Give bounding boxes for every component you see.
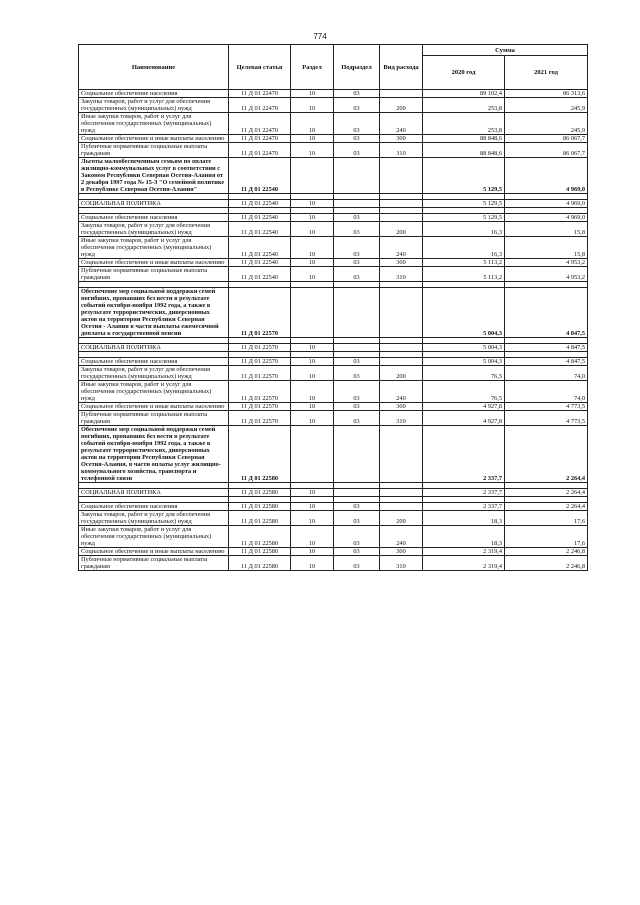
cell-sum-2021: 245,9 — [505, 113, 588, 135]
header-subsection: Подраздел — [334, 45, 380, 90]
cell-sum-2021: 4 969,0 — [505, 158, 588, 194]
cell-sum-2021: 4 847,5 — [505, 344, 588, 352]
cell-name: Социальное обеспечение населения — [79, 503, 229, 511]
cell-expense-type — [380, 344, 423, 352]
cell-expense-type: 240 — [380, 526, 423, 548]
cell-sum-2020: 5 004,3 — [423, 344, 505, 352]
cell-sum-2021: 86 313,6 — [505, 90, 588, 98]
cell-name: Закупка товаров, работ и услуг для обеспечения государственных (муниципальных) нужд — [79, 366, 229, 381]
cell-target-article: 11 Д 01 22580 — [229, 503, 291, 511]
cell-section: 10 — [291, 267, 334, 282]
table-row — [79, 426, 588, 483]
header-sum: Сумма — [423, 45, 588, 56]
cell-sum-2021: 15,8 — [505, 222, 588, 237]
cell-subsection: 03 — [334, 135, 380, 143]
cell-sum-2020: 2 337,7 — [423, 489, 505, 497]
cell-target-article: 11 Д 01 22540 — [229, 237, 291, 259]
cell-sum-2020: 253,8 — [423, 98, 505, 113]
cell-target-article: 11 Д 01 22540 — [229, 267, 291, 282]
cell-target-article: 11 Д 01 22470 — [229, 143, 291, 158]
cell-section — [291, 426, 334, 483]
cell-subsection — [334, 288, 380, 338]
cell-name: Иные закупки товаров, работ и услуг для обеспечения государственных (муниципальных) нужд — [79, 526, 229, 548]
cell-sum-2021: 2 246,8 — [505, 548, 588, 556]
cell-sum-2020: 88 848,6 — [423, 135, 505, 143]
cell-name: Социальное обеспечение населения — [79, 358, 229, 366]
cell-section — [291, 158, 334, 194]
cell-name: Публичные нормативные социальные выплаты гражданам — [79, 267, 229, 282]
cell-section: 10 — [291, 411, 334, 426]
table-row — [79, 98, 588, 113]
cell-sum-2020: 89 102,4 — [423, 90, 505, 98]
table-row — [79, 381, 588, 403]
table-row — [79, 222, 588, 237]
cell-section: 10 — [291, 556, 334, 571]
cell-target-article: 11 Д 01 22470 — [229, 90, 291, 98]
cell-name: Закупка товаров, работ и услуг для обеспечения государственных (муниципальных) нужд — [79, 511, 229, 526]
cell-expense-type: 200 — [380, 511, 423, 526]
cell-target-article: 11 Д 01 22570 — [229, 381, 291, 403]
cell-subsection — [334, 426, 380, 483]
cell-expense-type — [380, 158, 423, 194]
cell-sum-2021: 86 067,7 — [505, 135, 588, 143]
table-row — [79, 358, 588, 366]
cell-target-article: 11 Д 01 22580 — [229, 548, 291, 556]
cell-sum-2020: 16,3 — [423, 237, 505, 259]
table-row — [79, 267, 588, 282]
cell-expense-type: 310 — [380, 411, 423, 426]
cell-subsection: 03 — [334, 98, 380, 113]
cell-sum-2021: 2 246,8 — [505, 556, 588, 571]
cell-name: Социальное обеспечение и иные выплаты населению — [79, 259, 229, 267]
cell-sum-2021: 17,6 — [505, 511, 588, 526]
cell-target-article: 11 Д 01 22540 — [229, 158, 291, 194]
cell-sum-2020: 16,3 — [423, 222, 505, 237]
cell-target-article: 11 Д 01 22470 — [229, 98, 291, 113]
cell-target-article: 11 Д 01 22570 — [229, 411, 291, 426]
cell-section: 10 — [291, 489, 334, 497]
cell-name: СОЦИАЛЬНАЯ ПОЛИТИКА — [79, 344, 229, 352]
table-row — [79, 503, 588, 511]
header-year-2021: 2021 год — [505, 56, 588, 90]
cell-sum-2021: 4 847,5 — [505, 358, 588, 366]
budget-table — [78, 44, 588, 571]
cell-subsection: 03 — [334, 366, 380, 381]
cell-sum-2021: 4 969,0 — [505, 200, 588, 208]
cell-section — [291, 288, 334, 338]
page-number: 774 — [313, 32, 327, 41]
cell-sum-2020: 76,5 — [423, 381, 505, 403]
table-row — [79, 135, 588, 143]
cell-name: Социальное обеспечение населения — [79, 90, 229, 98]
cell-name: СОЦИАЛЬНАЯ ПОЛИТИКА — [79, 489, 229, 497]
table-row — [79, 200, 588, 208]
cell-section: 10 — [291, 222, 334, 237]
cell-name: Социальное обеспечение населения — [79, 214, 229, 222]
cell-target-article: 11 Д 01 22580 — [229, 526, 291, 548]
cell-expense-type: 300 — [380, 548, 423, 556]
cell-expense-type: 240 — [380, 113, 423, 135]
cell-subsection: 03 — [334, 113, 380, 135]
table-row — [79, 511, 588, 526]
cell-expense-type — [380, 426, 423, 483]
table-row — [79, 288, 588, 338]
cell-target-article: 11 Д 01 22580 — [229, 556, 291, 571]
cell-sum-2021: 4 969,0 — [505, 214, 588, 222]
table-row — [79, 158, 588, 194]
cell-section: 10 — [291, 366, 334, 381]
cell-section: 10 — [291, 548, 334, 556]
cell-sum-2020: 253,8 — [423, 113, 505, 135]
cell-subsection: 03 — [334, 411, 380, 426]
cell-name: СОЦИАЛЬНАЯ ПОЛИТИКА — [79, 200, 229, 208]
cell-expense-type — [380, 503, 423, 511]
table-row — [79, 259, 588, 267]
cell-expense-type: 310 — [380, 267, 423, 282]
cell-section: 10 — [291, 381, 334, 403]
cell-section: 10 — [291, 526, 334, 548]
cell-sum-2020: 18,3 — [423, 511, 505, 526]
cell-expense-type: 300 — [380, 135, 423, 143]
cell-target-article: 11 Д 01 22570 — [229, 403, 291, 411]
cell-sum-2021: 74,0 — [505, 381, 588, 403]
cell-subsection: 03 — [334, 511, 380, 526]
table-row — [79, 143, 588, 158]
cell-sum-2020: 5 004,3 — [423, 358, 505, 366]
cell-sum-2020: 4 927,8 — [423, 411, 505, 426]
cell-sum-2020: 5 004,3 — [423, 288, 505, 338]
cell-sum-2021: 2 264,4 — [505, 426, 588, 483]
cell-section: 10 — [291, 200, 334, 208]
table-row — [79, 214, 588, 222]
cell-subsection: 03 — [334, 222, 380, 237]
cell-section: 10 — [291, 344, 334, 352]
table-row — [79, 526, 588, 548]
cell-expense-type: 240 — [380, 237, 423, 259]
cell-sum-2020: 88 848,6 — [423, 143, 505, 158]
cell-sum-2021: 17,6 — [505, 526, 588, 548]
table-row — [79, 403, 588, 411]
cell-subsection: 03 — [334, 237, 380, 259]
cell-expense-type: 300 — [380, 259, 423, 267]
cell-target-article: 11 Д 01 22580 — [229, 511, 291, 526]
cell-section: 10 — [291, 90, 334, 98]
cell-sum-2021: 86 067,7 — [505, 143, 588, 158]
cell-sum-2020: 5 129,5 — [423, 214, 505, 222]
cell-sum-2021: 4 953,2 — [505, 259, 588, 267]
cell-expense-type: 200 — [380, 222, 423, 237]
cell-expense-type: 310 — [380, 143, 423, 158]
table-row — [79, 113, 588, 135]
cell-subsection: 03 — [334, 358, 380, 366]
cell-name: Иные закупки товаров, работ и услуг для обеспечения государственных (муниципальных) нужд — [79, 113, 229, 135]
cell-name: Иные закупки товаров, работ и услуг для обеспечения государственных (муниципальных) нужд — [79, 237, 229, 259]
cell-sum-2020: 5 129,5 — [423, 158, 505, 194]
cell-subsection — [334, 158, 380, 194]
table-row — [79, 366, 588, 381]
cell-subsection: 03 — [334, 526, 380, 548]
cell-sum-2020: 2 319,4 — [423, 556, 505, 571]
cell-section: 10 — [291, 403, 334, 411]
cell-subsection: 03 — [334, 503, 380, 511]
header-expense-type: Вид расхода — [380, 45, 423, 90]
cell-sum-2021: 4 953,2 — [505, 267, 588, 282]
cell-expense-type: 300 — [380, 403, 423, 411]
cell-sum-2020: 2 337,7 — [423, 503, 505, 511]
cell-expense-type — [380, 288, 423, 338]
cell-subsection: 03 — [334, 90, 380, 98]
cell-subsection: 03 — [334, 259, 380, 267]
cell-section: 10 — [291, 259, 334, 267]
cell-subsection: 03 — [334, 548, 380, 556]
cell-sum-2020: 5 113,2 — [423, 259, 505, 267]
cell-name: Закупка товаров, работ и услуг для обеспечения государственных (муниципальных) нужд — [79, 98, 229, 113]
cell-name: Обеспечение мер социальной поддержки семей погибших, пропавших без вести в результате событий октября-ноября 1992 года, а также в результате террористических, диверсионных актов на территории Республики Северная Осетия-Алания, в части оплаты услуг жилищно-коммунального хозяйства, транспорта и телефонной связи — [79, 426, 229, 483]
cell-section: 10 — [291, 511, 334, 526]
cell-target-article: 11 Д 01 22540 — [229, 222, 291, 237]
cell-sum-2021: 15,8 — [505, 237, 588, 259]
table-row — [79, 556, 588, 571]
cell-name: Льготы малообеспеченным семьям по оплате жилищно-коммунальных услуг в соответствии с Законом Республики Северная Осетия-Алания от 2 декабря 1997 года № 15-З "О семейной политике в Республике Северная Осетия-Алания" — [79, 158, 229, 194]
cell-name: Публичные нормативные социальные выплаты гражданам — [79, 143, 229, 158]
cell-target-article: 11 Д 01 22570 — [229, 358, 291, 366]
cell-sum-2021: 4 847,5 — [505, 288, 588, 338]
cell-target-article: 11 Д 01 22580 — [229, 426, 291, 483]
cell-expense-type: 200 — [380, 366, 423, 381]
cell-target-article: 11 Д 01 22470 — [229, 113, 291, 135]
cell-name: Социальное обеспечение и иные выплаты населению — [79, 548, 229, 556]
cell-target-article: 11 Д 01 22570 — [229, 288, 291, 338]
cell-sum-2021: 2 264,4 — [505, 503, 588, 511]
cell-subsection: 03 — [334, 214, 380, 222]
cell-sum-2021: 2 264,4 — [505, 489, 588, 497]
cell-section: 10 — [291, 237, 334, 259]
cell-sum-2020: 4 927,8 — [423, 403, 505, 411]
cell-target-article: 11 Д 01 22540 — [229, 259, 291, 267]
header-year-2020: 2020 год — [423, 56, 505, 90]
cell-name: Публичные нормативные социальные выплаты гражданам — [79, 556, 229, 571]
cell-name: Закупка товаров, работ и услуг для обеспечения государственных (муниципальных) нужд — [79, 222, 229, 237]
cell-section: 10 — [291, 98, 334, 113]
cell-sum-2021: 4 773,5 — [505, 403, 588, 411]
cell-subsection — [334, 200, 380, 208]
cell-expense-type — [380, 200, 423, 208]
cell-subsection: 03 — [334, 556, 380, 571]
cell-expense-type: 310 — [380, 556, 423, 571]
table-row — [79, 411, 588, 426]
cell-subsection — [334, 344, 380, 352]
cell-expense-type — [380, 90, 423, 98]
cell-subsection: 03 — [334, 381, 380, 403]
cell-section: 10 — [291, 135, 334, 143]
cell-expense-type: 200 — [380, 98, 423, 113]
cell-expense-type — [380, 489, 423, 497]
cell-subsection — [334, 489, 380, 497]
cell-section: 10 — [291, 503, 334, 511]
table-row — [79, 344, 588, 352]
cell-sum-2021: 4 773,5 — [505, 411, 588, 426]
cell-target-article: 11 Д 01 22570 — [229, 344, 291, 352]
table-body — [79, 90, 588, 571]
cell-sum-2020: 5 113,2 — [423, 267, 505, 282]
cell-section: 10 — [291, 214, 334, 222]
cell-target-article: 11 Д 01 22540 — [229, 214, 291, 222]
cell-expense-type — [380, 214, 423, 222]
cell-target-article: 11 Д 01 22540 — [229, 200, 291, 208]
table-row — [79, 489, 588, 497]
cell-name: Иные закупки товаров, работ и услуг для обеспечения государственных (муниципальных) нужд — [79, 381, 229, 403]
cell-subsection: 03 — [334, 267, 380, 282]
cell-target-article: 11 Д 01 22570 — [229, 366, 291, 381]
cell-expense-type — [380, 358, 423, 366]
header-section: Раздел — [291, 45, 334, 90]
cell-sum-2020: 76,5 — [423, 366, 505, 381]
cell-subsection: 03 — [334, 403, 380, 411]
cell-expense-type: 240 — [380, 381, 423, 403]
cell-section: 10 — [291, 143, 334, 158]
cell-sum-2020: 2 319,4 — [423, 548, 505, 556]
header-target-article: Целевая статья — [229, 45, 291, 90]
cell-name: Социальное обеспечение и иные выплаты населению — [79, 135, 229, 143]
cell-sum-2021: 74,0 — [505, 366, 588, 381]
table-row — [79, 90, 588, 98]
cell-sum-2020: 18,3 — [423, 526, 505, 548]
table-header — [79, 45, 588, 90]
table-row — [79, 548, 588, 556]
cell-section: 10 — [291, 113, 334, 135]
cell-sum-2021: 245,9 — [505, 98, 588, 113]
cell-sum-2020: 5 129,5 — [423, 200, 505, 208]
cell-name: Обеспечение мер социальной поддержки семей погибших, пропавших без вести в результате событий октября-ноября 1992 года, а также в результате террористических, диверсионных актов на территории Республики Северная Осетия - Алания в части выплаты ежемесячной доплаты к государственной пенсии — [79, 288, 229, 338]
cell-name: Социальное обеспечение и иные выплаты населению — [79, 403, 229, 411]
cell-subsection: 03 — [334, 143, 380, 158]
header-name: Наименование — [79, 45, 229, 90]
cell-target-article: 11 Д 01 22470 — [229, 135, 291, 143]
cell-section: 10 — [291, 358, 334, 366]
cell-sum-2020: 2 337,7 — [423, 426, 505, 483]
cell-target-article: 11 Д 01 22580 — [229, 489, 291, 497]
table-row — [79, 237, 588, 259]
cell-name: Публичные нормативные социальные выплаты гражданам — [79, 411, 229, 426]
